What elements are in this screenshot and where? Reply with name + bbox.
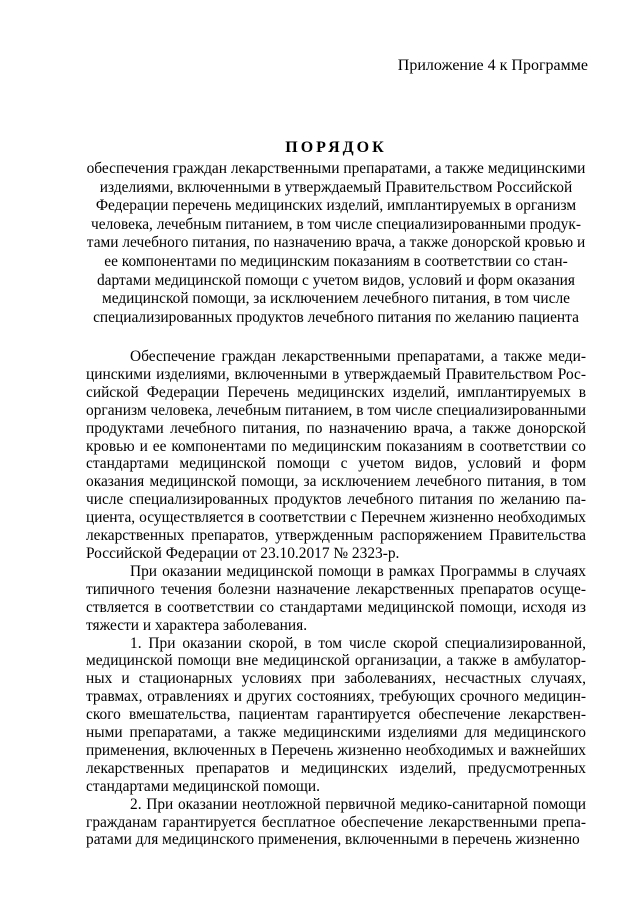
- paragraph-standards: При оказании медицинской помощи в рамках Программы в случаях типичного течения болезни назначение лекарственных препаратов осуществляется в соответствии со стандартами медицинской помощи, исходя из тяжести и характера заболевания.: [86, 562, 586, 634]
- appendix-label: Приложение 4 к Программе: [397, 57, 588, 74]
- paragraph-intro: Обеспечение граждан лекарственными препаратами, а также медицинскими изделиями, включенными в утверждаемый Правительством Российской Федерации Перечень медицинских изделий, имплантируемых в организм человека, лечебным питанием, в том числе специализированными продуктами лечебного питания, по назначению врача, а также донорской кровью и ее компонентами по медицинским показаниям в соответствии со стандартами медицинской помощи с учетом видов, условий и форм оказания медицинской помощи, за исключением лечебного питания, в том числе специализированных продуктов лечебного питания по желанию пациента, осуществляется в соответствии с Перечнем жизненно необходимых лекарственных препаратов, утвержденным распоряжением Правительства Российской Федерации от 23.10.2017 № 2323-р.: [86, 348, 586, 562]
- title-block: [86, 138, 586, 327]
- document-title: ПОРЯДОК: [285, 139, 387, 156]
- document-subtitle: обеспечения граждан лекарственными препаратами, а также медицинскими изделиями, включенными в утверждаемый Правительством Российской Федерации перечень медицинских изделий, имплантируемых в организм человека, лечебным питанием, в том числе специализированными продуктами лечебного питания, по назначению врача, а также донорской кровью и ее компонентами по медицинским показаниям в соответствии со станdартами медицинской помощи с учетом видов, условий и форм оказания медицинской помощи, за исключением лечебного питания, в том числе специализированных продуктов лечебного питания по желанию пациента: [86, 160, 586, 326]
- body-text: [86, 348, 586, 849]
- paragraph-item-2: 2. При оказании неотложной первичной медико-санитарной помощи гражданам гарантируется бесплатное обеспечение лекарственными препаратами для медицинского применения, включенными в перечень жизненно: [86, 795, 586, 849]
- paragraph-item-1: 1. При оказании скорой, в том числе скорой специализированной, медицинской помощи вне медицинской организации, а также в амбулаторных и стационарных условиях при заболеваниях, несчастных случаях, травмах, отравлениях и других состояниях, требующих срочного медицинского вмешательства, пациентам гарантируется обеспечение лекарственными препаратами, а также медицинскими изделиями для медицинского применения, включенных в Перечень жизненно необходимых и важнейших лекарственных препаратов и медицинских изделий, предусмотренных стандартами медицинской помощи.: [86, 634, 586, 795]
